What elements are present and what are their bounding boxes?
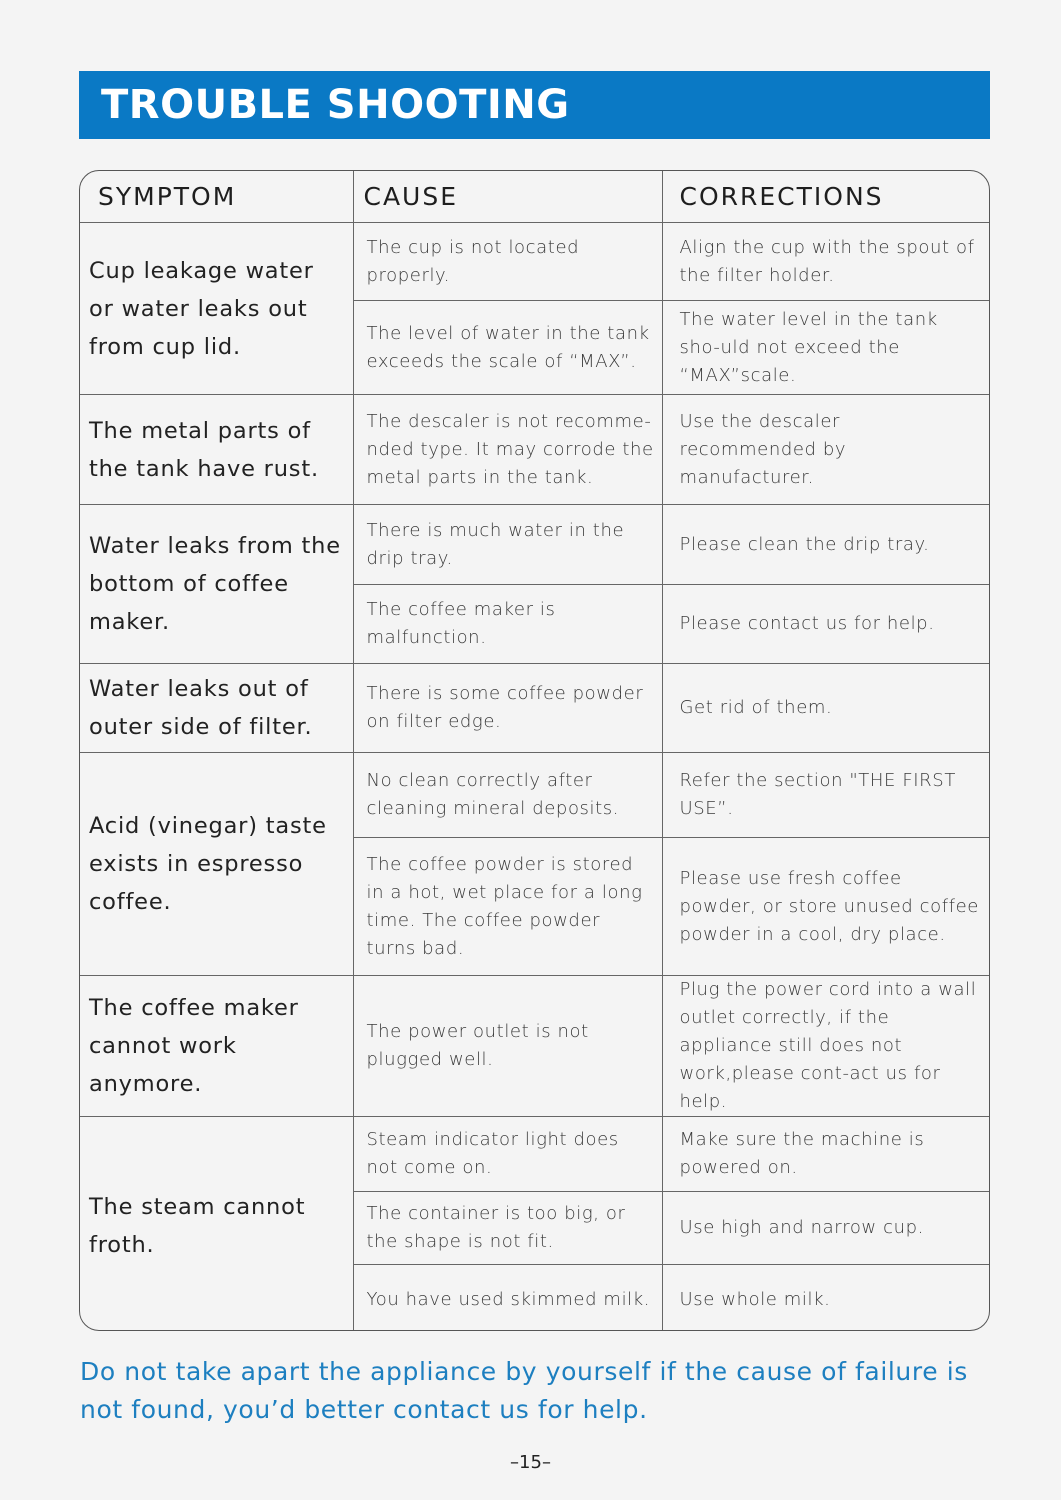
cause-cell: The descaler is not recomme-nded type. It may corrode the metal parts in the tank. [353, 395, 662, 505]
table-row [80, 505, 989, 585]
column-header-corrections: CORRECTIONS [662, 171, 989, 223]
correction-cell: Use whole milk. [662, 1265, 989, 1332]
correction-cell: Please contact us for help. [662, 585, 989, 664]
troubleshooting-table [79, 170, 990, 1331]
symptom-cell: Water leaks out of outer side of filter. [80, 664, 353, 753]
symptom-cell: Water leaks from the bottom of coffee maker. [80, 505, 353, 664]
table-row [80, 1117, 989, 1192]
table-row [80, 223, 989, 301]
page-title: TROUBLE SHOOTING [101, 82, 570, 128]
page-number: –15– [510, 1452, 551, 1473]
table-row [80, 395, 989, 505]
title-banner [79, 71, 990, 139]
correction-cell: Please use fresh coffee powder, or store unused coffee powder in a cool, dry place. [662, 838, 989, 976]
cause-cell: The coffee maker is malfunction. [353, 585, 662, 664]
symptom-cell: The metal parts of the tank have rust. [80, 395, 353, 505]
table-row [80, 664, 989, 753]
table-header-row [80, 171, 989, 223]
correction-cell: Please clean the drip tray. [662, 505, 989, 585]
correction-cell: The water level in the tank sho-uld not exceed the “MAX”scale. [662, 301, 989, 395]
cause-cell: The coffee powder is stored in a hot, wet place for a long time. The coffee powder turns bad. [353, 838, 662, 976]
table-row [80, 753, 989, 838]
correction-cell: Make sure the machine is powered on. [662, 1117, 989, 1192]
correction-cell: Use high and narrow cup. [662, 1192, 989, 1265]
correction-cell: Use the descaler recommended by manufacturer. [662, 395, 989, 505]
table-row [80, 976, 989, 1117]
correction-cell: Align the cup with the spout of the filter holder. [662, 223, 989, 301]
cause-cell: The level of water in the tank exceeds the scale of “MAX”. [353, 301, 662, 395]
symptom-cell: The coffee maker cannot work anymore. [80, 976, 353, 1117]
symptom-cell: The steam cannot froth. [80, 1117, 353, 1332]
column-header-cause: CAUSE [353, 171, 662, 223]
cause-cell: You have used skimmed milk. [353, 1265, 662, 1332]
cause-cell: No clean correctly after cleaning mineral deposits. [353, 753, 662, 838]
cause-cell: Steam indicator light does not come on. [353, 1117, 662, 1192]
correction-cell: Get rid of them. [662, 664, 989, 753]
symptom-cell: Acid (vinegar) taste exists in espresso coffee. [80, 753, 353, 976]
cause-cell: There is much water in the drip tray. [353, 505, 662, 585]
cause-cell: There is some coffee powder on filter edge. [353, 664, 662, 753]
cause-cell: The cup is not located properly. [353, 223, 662, 301]
symptom-cell: Cup leakage water or water leaks out from cup lid. [80, 223, 353, 395]
column-header-symptom: SYMPTOM [80, 171, 353, 223]
correction-cell: Refer the section "THE FIRST USE”. [662, 753, 989, 838]
footer-note: Do not take apart the appliance by yourself if the cause of failure is not found, you’d better contact us for help. [80, 1357, 968, 1424]
cause-cell: The container is too big, or the shape is not fit. [353, 1192, 662, 1265]
troubleshooting-grid [80, 171, 989, 1331]
cause-cell: The power outlet is not plugged well. [353, 976, 662, 1117]
correction-cell: Plug the power cord into a wall outlet correctly, if the appliance still does not work,please cont-act us for help. [662, 976, 989, 1117]
